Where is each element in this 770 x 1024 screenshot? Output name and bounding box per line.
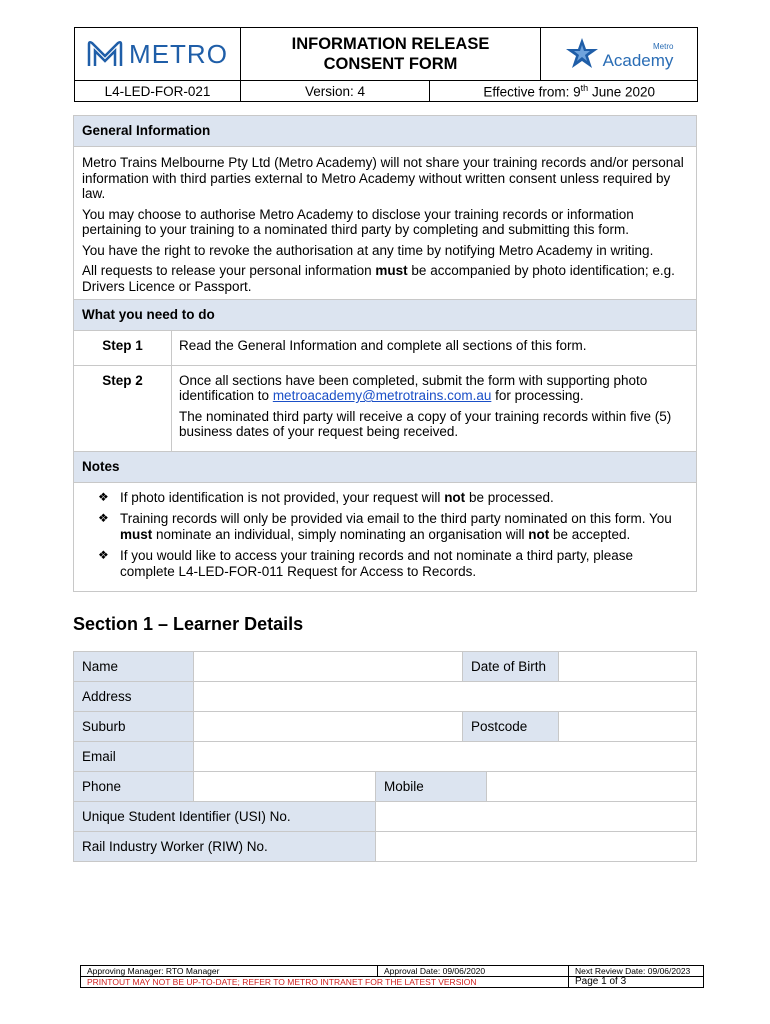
list-item: ❖ If photo identification is not provided, your request will not be processed. bbox=[98, 489, 554, 505]
page-number: Page 1 of 3 bbox=[569, 977, 704, 988]
name-field[interactable] bbox=[194, 652, 463, 682]
diamond-bullet-icon: ❖ bbox=[98, 489, 109, 504]
what-you-need-heading: What you need to do bbox=[74, 299, 696, 331]
metro-m-icon bbox=[87, 40, 123, 68]
address-field[interactable] bbox=[194, 682, 697, 712]
riw-field[interactable] bbox=[376, 832, 697, 862]
form-title: INFORMATION RELEASE CONSENT FORM bbox=[241, 28, 541, 81]
phone-label: Phone bbox=[74, 772, 194, 802]
list-item: ❖ If you would like to access your training records and not nominate a third party, please complete L4-LED-FOR-011 Request for Access to Records. bbox=[98, 548, 634, 579]
learner-details-table bbox=[73, 651, 697, 862]
dob-label: Date of Birth bbox=[463, 652, 559, 682]
step-row bbox=[74, 331, 696, 365]
form-code: L4-LED-FOR-021 bbox=[75, 81, 241, 102]
metro-academy-logo: Metro Academy bbox=[541, 28, 698, 81]
postcode-label: Postcode bbox=[463, 712, 559, 742]
general-paragraph-2: You may choose to authorise Metro Academy to disclose your training records or information pertaining to your training to a nominated third party by completing and submitting this form. bbox=[82, 206, 634, 237]
diamond-bullet-icon: ❖ bbox=[98, 511, 109, 525]
diamond-bullet-icon: ❖ bbox=[98, 548, 109, 562]
step-1-label: Step 1 bbox=[74, 331, 172, 365]
mobile-field[interactable] bbox=[487, 772, 697, 801]
usi-field[interactable] bbox=[376, 802, 697, 832]
email-field[interactable] bbox=[194, 742, 697, 772]
address-label: Address bbox=[74, 682, 194, 712]
step-1-text: Read the General Information and complete all sections of this form. bbox=[172, 331, 697, 365]
star-icon bbox=[565, 37, 599, 71]
email-link[interactable]: metroacademy@metrotrains.com.au bbox=[272, 388, 492, 403]
postcode-field[interactable] bbox=[559, 712, 697, 742]
suburb-field[interactable] bbox=[194, 712, 463, 742]
step-2-label: Step 2 bbox=[74, 365, 172, 451]
usi-label: Unique Student Identifier (USI) No. bbox=[74, 802, 376, 832]
effective-date: Effective from: 9th June 2020 bbox=[430, 81, 698, 102]
general-information-heading: General Information bbox=[74, 116, 696, 147]
general-information-box bbox=[73, 115, 697, 592]
name-label: Name bbox=[74, 652, 194, 682]
section-1-title: Section 1 – Learner Details bbox=[73, 614, 304, 634]
riw-label: Rail Industry Worker (RIW) No. bbox=[74, 832, 376, 862]
step-2-text: Once all sections have been completed, submit the form with supporting photo identification to metroacademy@metrotrains.com.au for processing. The nominated third party will receive a copy of your training records within five (5) business dates of your request being received. bbox=[172, 365, 697, 451]
mobile-label: Mobile bbox=[376, 772, 487, 801]
next-review-date: Next Review Date: 09/06/2023 bbox=[569, 966, 704, 977]
steps-table bbox=[74, 331, 696, 452]
document-footer bbox=[80, 965, 704, 988]
approving-manager: Approving Manager: RTO Manager bbox=[81, 966, 378, 977]
list-item: ❖ Training records will only be provided via email to the third party nominated on this form. You must nominate an individual, simply nominating an organisation will not be accepted. bbox=[98, 511, 672, 542]
notes-list bbox=[74, 483, 696, 592]
version-label: Version: 4 bbox=[241, 81, 430, 102]
approval-date: Approval Date: 09/06/2020 bbox=[378, 966, 569, 977]
notes-heading: Notes bbox=[74, 452, 696, 483]
phone-field[interactable] bbox=[194, 772, 376, 802]
step-row bbox=[74, 365, 696, 451]
metro-logo-text: METRO bbox=[129, 38, 228, 69]
general-paragraph-4: All requests to release your personal information must be accompanied by photo identification; e.g. Drivers Licence or Passport. bbox=[82, 263, 675, 294]
email-label: Email bbox=[74, 742, 194, 772]
suburb-label: Suburb bbox=[74, 712, 194, 742]
metro-logo bbox=[75, 28, 241, 81]
general-paragraph-3: You have the right to revoke the authorisation at any time by notifying Metro Academy in writing. bbox=[82, 242, 654, 258]
printout-warning: PRINTOUT MAY NOT BE UP-TO-DATE; REFER TO METRO INTRANET FOR THE LATEST VERSION bbox=[81, 977, 569, 988]
document-header bbox=[74, 27, 698, 102]
dob-field[interactable] bbox=[559, 652, 697, 682]
general-paragraph-1: Metro Trains Melbourne Pty Ltd (Metro Academy) will not share your training records and/or personal information with third parties external to Metro Academy without written consent unless required by law. bbox=[82, 155, 684, 201]
